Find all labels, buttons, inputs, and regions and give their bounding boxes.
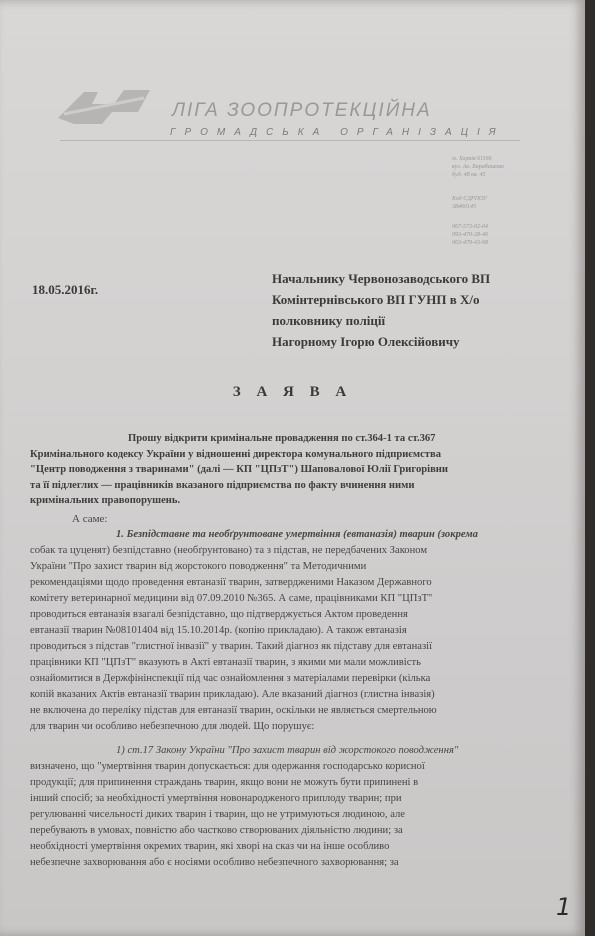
- addressee-block: [272, 268, 572, 352]
- contact-line: 093-470-28-46: [452, 232, 488, 238]
- a-same-label: А саме:: [72, 513, 108, 525]
- request-line: та її підлеглих — працівників вказаного підприємства по факту вчинення ними: [30, 479, 415, 491]
- addressee-line: Начальнику Червонозаводського ВП: [272, 271, 491, 286]
- paragraph-line: інший спосіб; за необхідності умертвіння новонародженого приплоду тварин; при: [30, 793, 402, 804]
- request-paragraph: [30, 431, 555, 509]
- organization-subtitle: ГРОМАДСЬКА ОРГАНІЗАЦІЯ: [170, 127, 505, 138]
- contact-line: м. Харків 61166: [452, 156, 492, 162]
- request-line: Прошу відкрити кримінальне провадження по ст.364-1 та ст.367: [128, 433, 436, 444]
- paragraph-line: регулюванні чисельності диких тварин і тварин, що не утримуються людиною, але: [30, 809, 405, 820]
- contact-line: 063-479-43-98: [452, 240, 488, 246]
- paragraph-line: визначено, що "умертвіння тварин допускається: для одержання господарсько корисної: [30, 761, 425, 772]
- addressee-line: Комінтернівського ВП ГУНП в Х/о: [272, 292, 480, 307]
- paragraph-line: комітету ветеринарної медицини від 07.09.2010 №365. А саме, працівниками КП "ЦПзТ": [30, 593, 433, 604]
- organization-name: ЛІГА ЗООПРОТЕКЦІЙНА: [172, 100, 432, 121]
- contact-line: вул. Ак. Барабашова: [452, 164, 504, 170]
- paragraph-line: собак та цуценят) безпідставно (необґрунтовано) та з підстав, не передбачених Законом: [30, 545, 428, 556]
- paragraph-line: перебувають в умовах, повністю або частково створюваних діяльністю людини; за: [30, 825, 403, 836]
- request-line: Кримінального кодексу України у відношенні директора комунального підприємства: [30, 448, 442, 460]
- paragraph-line: 1. Безпідставне та необґрунтоване умертвіння (евтаназія) тварин (зокрема: [116, 529, 478, 540]
- paragraph-line: небезпечне захворювання або є носіями особливо небезпечного захворювання; за: [30, 857, 399, 868]
- paragraph-line: не включена до переліку підстав для евтаназії тварин, оскільки не являється смертельною: [30, 705, 437, 716]
- paragraph-line: проводиться евтаназія взагалі безпідставно, що підтверджується Актом проведення: [30, 609, 408, 620]
- contact-line: буд. 48 кв. 45: [452, 172, 486, 178]
- paragraph-line: продукції; для припинення страждань тварин, якщо вони не можуть бути припинені в: [30, 777, 419, 788]
- organization-logo: [54, 84, 154, 126]
- paragraph-line: працівники КП "ЦПзТ" вказують в Акті евтаназії тварин, з якими ми мали можливість: [30, 657, 421, 668]
- page-number-mark: 1: [556, 893, 572, 921]
- paragraph-line: копій вказаних Актів евтаназії тварин прикладаю). Але вказаний діагноз (глистна інвазія): [30, 689, 435, 700]
- paragraph-line: для тварин чи особливо небезпечною для людей. Що порушує:: [30, 721, 315, 732]
- paragraph-euthanasia: [30, 527, 555, 735]
- paragraph-line: евтаназії тварин №08101404 від 15.10.2014р. (копію прикладаю). А також евтаназія: [30, 625, 407, 636]
- request-line: кримінальних правопорушень.: [30, 495, 181, 507]
- contact-line: Код ЄДРПОУ: [452, 196, 488, 202]
- paragraph-line: 1) ст.17 Закону України "Про захист тварин від жорстокого поводження": [116, 745, 459, 756]
- letterhead-divider: [60, 140, 520, 141]
- paragraph-line: рекомендаціями щодо проведення евтаназії тварин, затвердженими Наказом Державного: [30, 577, 432, 588]
- paragraph-article-17: [30, 743, 555, 871]
- document-title: З А Я В А: [232, 384, 353, 400]
- addressee-line: полковнику поліції: [272, 313, 386, 328]
- request-line: "Центр поводження з тваринами" (далі — КП "ЦПзТ") Шаповалової Юлії Григорівни: [30, 464, 449, 476]
- paragraph-line: проводиться з підстав "глистної інвазії" у тварин. Такий діагноз як підставу для евтаназії: [30, 641, 433, 652]
- paragraph-line: ознайомитися в Держфінінспекції під час ознайомлення з матеріалами перевірки (кілька: [30, 673, 431, 684]
- addressee-line: Нагорному Ігорю Олексійовичу: [272, 334, 460, 349]
- paragraph-line: необхідності умертвіння окремих тварин, які хворі на сказ чи на інше особливо: [30, 841, 390, 852]
- document-date: 18.05.2016г.: [32, 282, 99, 297]
- contact-line: 38460145: [452, 204, 476, 210]
- contact-line: 067-573-02-04: [452, 224, 488, 230]
- paragraph-line: України "Про захист тварин від жорстокого поводження" та Методичними: [30, 561, 367, 572]
